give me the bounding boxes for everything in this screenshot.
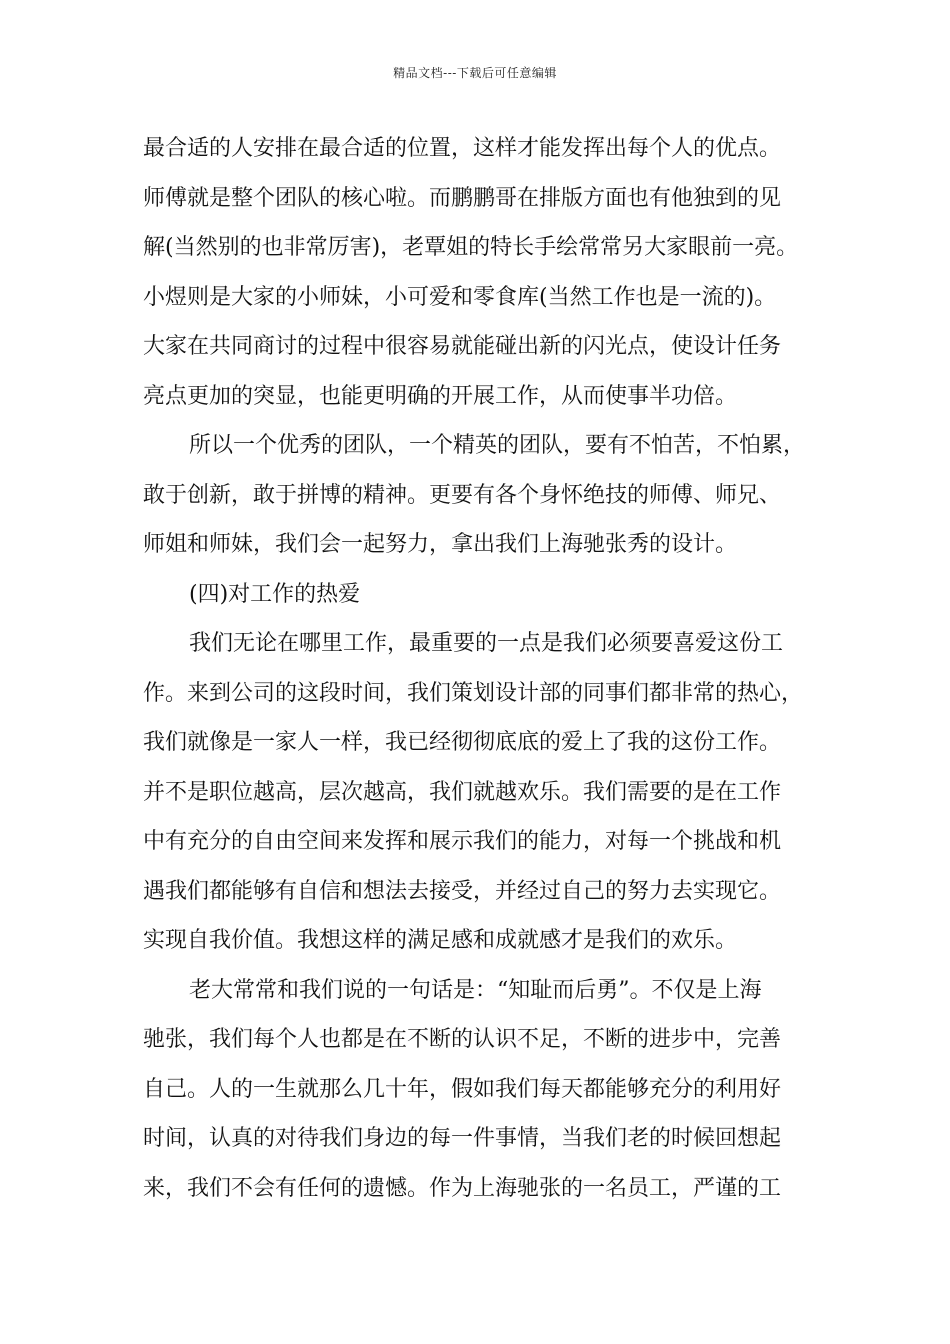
text-line: 实现自我价值。我想这样的满足感和成就感才是我们的欢乐。 — [143, 928, 738, 953]
text-line: 最合适的人安排在最合适的位置，这样才能发挥出每个人的优点。 — [143, 136, 782, 161]
text-line: 师傅就是整个团队的核心啦。而鹏鹏哥在排版方面也有他独到的见 — [143, 185, 782, 211]
text-line: 来，我们不会有任何的遗憾。作为上海驰张的一名员工，严谨的工 — [143, 1175, 782, 1201]
paragraph-start-line: 所以一个优秀的团队，一个精英的团队，要有不怕苦，不怕累， — [189, 433, 806, 458]
text-line: 大家在共同商讨的过程中很容易就能碰出新的闪光点，使设计任务 — [143, 334, 782, 359]
section-heading: (四)对工作的热爱 — [189, 581, 361, 607]
text-line: 小煜则是大家的小师妹，小可爱和零食库(当然工作也是一流的)。 — [143, 284, 777, 310]
paragraph-start-line: 老大常常和我们说的一句话是：“知耻而后勇”。不仅是上海 — [189, 977, 762, 1003]
text-line: 解(当然别的也非常厉害)，老覃姐的特长手绘常常另大家眼前一亮。 — [143, 235, 799, 260]
text-line: 驰张，我们每个人也都是在不断的认识不足，不断的进步中，完善 — [143, 1027, 782, 1052]
text-line: 作。来到公司的这段时间，我们策划设计部的同事们都非常的热心， — [143, 680, 804, 706]
text-line: 我们就像是一家人一样，我已经彻彻底底的爱上了我的这份工作。 — [143, 730, 782, 755]
text-line: 敢于创新，敢于拼博的精神。更要有各个身怀绝技的师傅、师兄、 — [143, 482, 782, 508]
text-line: 遇我们都能够有自信和想法去接受，并经过自己的努力去实现它。 — [143, 878, 782, 904]
text-line: 时间，认真的对待我们身边的每一件事情，当我们老的时候回想起 — [143, 1126, 782, 1151]
document-body — [143, 124, 828, 1213]
text-line: 亮点更加的突显，也能更明确的开展工作，从而使事半功倍。 — [143, 383, 738, 409]
page-header: 精品文档---下载后可任意编辑 — [393, 66, 557, 80]
text-line: 自己。人的一生就那么几十年，假如我们每天都能够充分的利用好 — [143, 1076, 782, 1102]
text-line: 师姐和师妹，我们会一起努力，拿出我们上海驰张秀的设计。 — [143, 532, 738, 557]
paragraph-start-line: 我们无论在哪里工作，最重要的一点是我们必须要喜爱这份工 — [189, 631, 784, 656]
text-line: 并不是职位越高，层次越高，我们就越欢乐。我们需要的是在工作 — [143, 779, 782, 805]
text-line: 中有充分的自由空间来发挥和展示我们的能力，对每一个挑战和机 — [143, 829, 782, 854]
